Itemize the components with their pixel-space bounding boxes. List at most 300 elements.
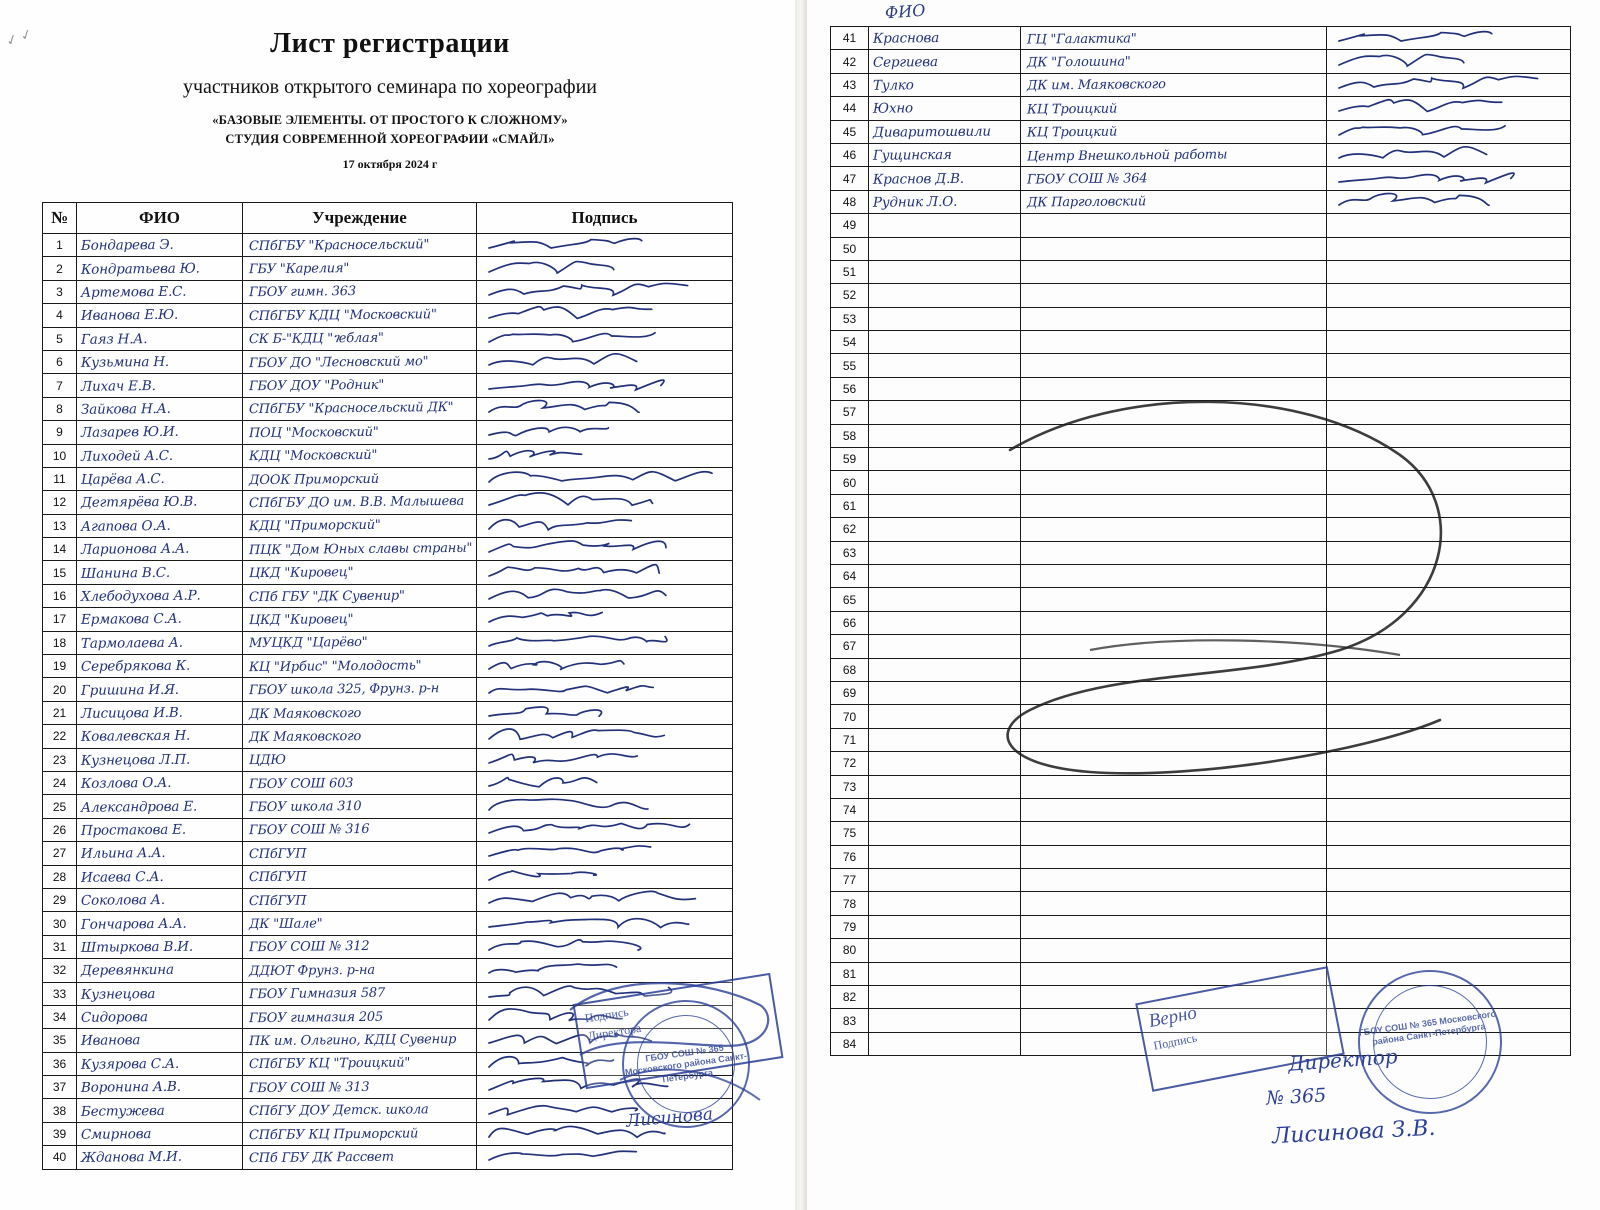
row-number-cell: 50 <box>831 237 869 260</box>
institution-handwriting: ЦДЮ <box>248 753 286 769</box>
row-number-cell: 38 <box>43 1099 77 1122</box>
table-row <box>831 752 1571 775</box>
table-row <box>831 307 1571 330</box>
row-institution-cell <box>243 327 477 350</box>
table-row <box>831 214 1571 237</box>
row-institution-cell <box>243 1099 477 1122</box>
row-institution-cell <box>243 608 477 631</box>
row-number-cell: 73 <box>831 775 869 798</box>
institution-handwriting <box>1021 645 1326 648</box>
institution-handwriting <box>1021 621 1326 624</box>
institution-handwriting <box>1021 949 1326 952</box>
signature-mark <box>477 235 732 255</box>
row-number-cell: 79 <box>831 915 869 938</box>
institution-handwriting: СПбГУП <box>248 893 307 909</box>
row-fio-cell <box>869 354 1021 377</box>
fio-handwriting: Диваритошвили <box>872 123 991 141</box>
fio-handwriting: Александрова Е. <box>80 798 198 816</box>
row-signature-cell <box>1327 143 1571 166</box>
table-row <box>831 869 1571 892</box>
row-number-cell: 22 <box>43 725 77 748</box>
row-signature-cell <box>1327 752 1571 775</box>
registration-table-right <box>830 26 1571 1056</box>
row-fio-cell <box>869 915 1021 938</box>
institution-handwriting <box>1021 317 1326 320</box>
signature-mark <box>1327 590 1570 610</box>
fio-handwriting <box>869 435 1020 437</box>
row-fio-cell <box>869 658 1021 681</box>
row-number-cell: 34 <box>43 1005 77 1028</box>
institution-handwriting <box>1021 387 1326 390</box>
institution-handwriting: ГБОУ СОШ № 364 <box>1026 171 1148 188</box>
fio-handwriting: Лиходей А.С. <box>80 447 174 465</box>
row-signature-cell <box>1327 869 1571 892</box>
fio-handwriting: Агапова О.А. <box>80 517 171 535</box>
fio-handwriting: Тулко <box>872 77 914 94</box>
row-institution-cell <box>1021 892 1327 915</box>
institution-handwriting <box>1021 434 1326 437</box>
institution-handwriting <box>1021 504 1326 507</box>
row-institution-cell <box>243 912 477 935</box>
institution-handwriting: ПК им. Ольгино, КДЦ Сувенир <box>248 1031 457 1050</box>
table-row <box>831 354 1571 377</box>
institution-handwriting: ГБОУ СОШ 603 <box>248 775 354 792</box>
row-fio-cell <box>869 237 1021 260</box>
row-institution-cell <box>243 1052 477 1075</box>
fio-handwriting <box>869 599 1020 601</box>
institution-handwriting: ГБОУ СОШ № 312 <box>248 939 370 956</box>
row-fio-cell <box>869 448 1021 471</box>
row-signature-cell <box>1327 564 1571 587</box>
row-number-cell: 29 <box>43 888 77 911</box>
signature-mark <box>477 469 732 489</box>
fio-handwriting <box>869 248 1020 250</box>
row-number-cell: 8 <box>43 397 77 420</box>
row-signature-cell <box>1327 424 1571 447</box>
row-institution-cell <box>243 280 477 303</box>
fio-handwriting: Краснов Д.В. <box>872 170 965 188</box>
signature-mark <box>1327 122 1570 142</box>
row-number-cell: 25 <box>43 795 77 818</box>
column-header-institution: Учреждение <box>243 203 477 234</box>
table-row <box>831 424 1571 447</box>
row-number-cell: 61 <box>831 494 869 517</box>
row-fio-cell <box>77 608 243 631</box>
row-number-cell: 6 <box>43 350 77 373</box>
row-fio-cell <box>77 304 243 327</box>
row-number-cell: 75 <box>831 822 869 845</box>
signature-mark <box>477 960 732 980</box>
table-row <box>43 655 733 678</box>
row-signature-cell <box>1327 237 1571 260</box>
row-signature-cell <box>1327 541 1571 564</box>
signature-mark <box>477 633 732 653</box>
row-institution-cell <box>243 725 477 748</box>
fio-handwriting <box>869 669 1020 671</box>
document-date: 17 октября 2024 г <box>342 156 438 171</box>
row-institution-cell <box>1021 798 1327 821</box>
fio-handwriting <box>869 552 1020 554</box>
signature-mark <box>1327 75 1570 95</box>
institution-handwriting: ЦКД "Кировец" <box>248 565 354 582</box>
fio-handwriting: Деревянкина <box>80 962 174 980</box>
row-fio-cell <box>77 1052 243 1075</box>
row-signature-cell <box>1327 97 1571 120</box>
row-number-cell: 49 <box>831 214 869 237</box>
institution-handwriting: СПбГБУ "Красносельский ДК" <box>248 400 454 418</box>
row-number-cell: 42 <box>831 50 869 73</box>
row-institution-cell <box>1021 494 1327 517</box>
row-number-cell: 5 <box>43 327 77 350</box>
fio-handwriting <box>869 295 1020 297</box>
row-signature-cell <box>1327 284 1571 307</box>
row-signature-cell <box>477 771 733 794</box>
row-number-cell: 4 <box>43 304 77 327</box>
row-institution-cell <box>243 514 477 537</box>
row-fio-cell <box>869 588 1021 611</box>
table-row <box>831 939 1571 962</box>
row-institution-cell <box>243 584 477 607</box>
row-fio-cell <box>77 959 243 982</box>
fio-handwriting: Кузьмина Н. <box>80 354 170 371</box>
institution-handwriting: Центр Внешкольной работы <box>1026 147 1228 165</box>
fio-handwriting <box>869 318 1020 320</box>
row-institution-cell <box>1021 728 1327 751</box>
row-signature-cell <box>1327 73 1571 96</box>
row-number-cell: 51 <box>831 260 869 283</box>
row-institution-cell <box>1021 518 1327 541</box>
row-signature-cell <box>1327 775 1571 798</box>
fio-handwriting: Исаева С.А. <box>80 868 164 886</box>
table-row <box>43 491 733 514</box>
signature-mark <box>477 539 732 559</box>
institution-handwriting <box>1021 668 1326 671</box>
table-row <box>831 892 1571 915</box>
institution-handwriting: КЦ Троицкий <box>1026 124 1118 141</box>
row-institution-cell <box>1021 401 1327 424</box>
row-institution-cell <box>243 842 477 865</box>
institution-handwriting: ГБОУ гимназия 205 <box>248 1009 384 1026</box>
table-row <box>43 771 733 794</box>
institution-handwriting <box>1021 575 1326 578</box>
row-signature-cell <box>1327 307 1571 330</box>
row-fio-cell <box>77 444 243 467</box>
row-number-cell: 17 <box>43 608 77 631</box>
left-stamp-line-1: Подпись <box>583 1004 630 1026</box>
row-fio-cell <box>77 467 243 490</box>
row-institution-cell <box>1021 471 1327 494</box>
institution-handwriting: ДК Маяковского <box>248 728 362 746</box>
row-fio-cell <box>869 494 1021 517</box>
fio-handwriting <box>869 388 1020 390</box>
table-row <box>43 304 733 327</box>
fio-handwriting <box>869 575 1020 577</box>
row-fio-cell <box>77 912 243 935</box>
institution-handwriting <box>1021 598 1326 601</box>
fio-handwriting <box>869 622 1020 624</box>
signature-mark <box>1327 192 1570 212</box>
row-fio-cell <box>77 725 243 748</box>
table-row <box>43 701 733 724</box>
fio-handwriting: Гаяз Н.А. <box>80 330 148 348</box>
fio-handwriting: Тармолаева А. <box>80 634 183 652</box>
fio-handwriting <box>869 1043 1020 1045</box>
table-row <box>43 350 733 373</box>
table-row <box>43 374 733 397</box>
institution-handwriting <box>1021 738 1326 741</box>
fio-handwriting <box>869 786 1020 788</box>
table-row <box>831 284 1571 307</box>
institution-handwriting: ПЦК "Дом Юных славы страны" <box>248 540 473 558</box>
table-row <box>43 888 733 911</box>
left-stamp-line-2: Директора <box>586 1020 643 1044</box>
row-signature-cell <box>477 631 733 654</box>
fio-handwriting <box>869 458 1020 460</box>
left-round-seal-text: ГБОУ СОШ № 365 Московского района Санкт-Петербурга <box>624 1042 748 1084</box>
row-fio-cell <box>869 822 1021 845</box>
fio-handwriting <box>869 1020 1020 1022</box>
fio-handwriting: Юхно <box>872 100 914 118</box>
fio-handwriting: Краснова <box>872 30 940 47</box>
row-signature-cell <box>477 935 733 958</box>
row-number-cell: 15 <box>43 561 77 584</box>
row-institution-cell <box>1021 73 1327 96</box>
row-fio-cell <box>869 167 1021 190</box>
table-row <box>831 331 1571 354</box>
row-institution-cell <box>1021 541 1327 564</box>
row-institution-cell <box>1021 120 1327 143</box>
row-fio-cell <box>77 374 243 397</box>
row-fio-cell <box>77 280 243 303</box>
fio-handwriting: Штыркова В.И. <box>80 938 193 956</box>
fio-handwriting: Зайкова Н.А. <box>80 400 171 418</box>
table-row <box>831 471 1571 494</box>
fio-handwriting: Артемова Е.С. <box>80 283 187 301</box>
row-fio-cell <box>869 1032 1021 1055</box>
row-institution-cell <box>1021 845 1327 868</box>
row-fio-cell <box>869 284 1021 307</box>
institution-handwriting <box>1021 481 1326 484</box>
table-row <box>831 494 1571 517</box>
row-signature-cell <box>1327 214 1571 237</box>
fio-handwriting: Бондарева Э. <box>80 237 174 255</box>
fio-handwriting <box>869 716 1020 718</box>
signature-mark <box>1327 285 1570 305</box>
row-number-cell: 69 <box>831 681 869 704</box>
row-fio-cell <box>77 584 243 607</box>
table-row <box>831 401 1571 424</box>
row-fio-cell <box>869 541 1021 564</box>
row-fio-cell <box>77 397 243 420</box>
institution-handwriting <box>1021 925 1326 928</box>
signature-mark <box>477 422 732 442</box>
row-number-cell: 78 <box>831 892 869 915</box>
signature-mark <box>477 937 732 957</box>
signature-mark <box>477 843 732 863</box>
row-institution-cell <box>1021 611 1327 634</box>
row-signature-cell <box>477 350 733 373</box>
signature-mark <box>1327 145 1570 165</box>
row-fio-cell <box>77 678 243 701</box>
row-institution-cell <box>243 491 477 514</box>
fio-handwriting <box>869 879 1020 881</box>
institution-handwriting: ГБОУ ДОУ "Родник" <box>248 377 385 395</box>
row-number-cell: 32 <box>43 959 77 982</box>
row-institution-cell <box>243 1005 477 1028</box>
row-fio-cell <box>77 888 243 911</box>
signature-mark <box>1327 356 1570 376</box>
signature-mark <box>477 797 732 817</box>
table-row <box>831 728 1571 751</box>
row-institution-cell <box>1021 143 1327 166</box>
institution-handwriting <box>1021 247 1326 250</box>
fio-handwriting <box>869 856 1020 858</box>
row-number-cell: 33 <box>43 982 77 1005</box>
row-signature-cell <box>477 584 733 607</box>
row-institution-cell <box>1021 705 1327 728</box>
row-number-cell: 14 <box>43 538 77 561</box>
fio-handwriting: Ермакова С.А. <box>80 611 182 629</box>
row-number-cell: 37 <box>43 1076 77 1099</box>
row-number-cell: 12 <box>43 491 77 514</box>
row-signature-cell <box>1327 705 1571 728</box>
institution-handwriting: КЦ "Ирбис" "Молодость" <box>248 658 422 675</box>
table-row <box>43 935 733 958</box>
fio-handwriting <box>869 271 1020 273</box>
row-number-cell: 28 <box>43 865 77 888</box>
row-institution-cell <box>1021 915 1327 938</box>
row-number-cell: 18 <box>43 631 77 654</box>
row-signature-cell <box>477 444 733 467</box>
row-institution-cell <box>243 234 477 257</box>
signature-mark <box>477 399 732 419</box>
document-header <box>40 28 740 172</box>
row-institution-cell <box>243 1029 477 1052</box>
row-signature-cell <box>477 421 733 444</box>
fio-handwriting: Гущинская <box>872 147 952 164</box>
table-row <box>831 635 1571 658</box>
table-row <box>831 658 1571 681</box>
row-signature-cell <box>477 327 733 350</box>
fio-handwriting <box>869 950 1020 952</box>
institution-handwriting: СПбГУП <box>248 869 307 886</box>
fio-handwriting: Хлебодухова А.Р. <box>80 587 201 605</box>
institution-handwriting: ЦКД "Кировец" <box>248 612 354 629</box>
row-institution-cell <box>1021 658 1327 681</box>
row-fio-cell <box>869 143 1021 166</box>
institution-handwriting: ДООК Приморский <box>248 471 379 488</box>
fio-handwriting <box>869 482 1020 484</box>
signature-mark <box>477 376 732 396</box>
right-stamp-line-2: Подпись <box>1152 1030 1199 1053</box>
row-signature-cell <box>477 608 733 631</box>
fio-handwriting: Козлова О.А. <box>80 775 172 792</box>
document-subtitle: участников открытого семинара по хореографии <box>183 76 597 98</box>
row-number-cell: 2 <box>43 257 77 280</box>
fio-handwriting: Лихач Е.В. <box>80 377 156 395</box>
row-signature-cell <box>1327 260 1571 283</box>
signature-mark <box>477 1147 732 1167</box>
row-number-cell: 82 <box>831 986 869 1009</box>
row-number-cell: 26 <box>43 818 77 841</box>
row-institution-cell <box>1021 564 1327 587</box>
right-round-seal-text: ГБОУ СОШ № 365 Московского района Санкт-Петербурга <box>1358 1008 1497 1048</box>
signature-mark <box>477 703 732 723</box>
fio-handwriting: Рудник Л.О. <box>872 193 958 211</box>
right-signature-name: Лисинова З.В. <box>1271 1115 1437 1150</box>
row-signature-cell <box>1327 167 1571 190</box>
table-row <box>831 167 1571 190</box>
row-number-cell: 84 <box>831 1032 869 1055</box>
row-institution-cell <box>243 865 477 888</box>
signature-mark <box>1327 402 1570 422</box>
fio-handwriting <box>869 996 1020 998</box>
table-row <box>43 467 733 490</box>
fio-handwriting: Лазарев Ю.И. <box>80 424 179 442</box>
table-row <box>43 584 733 607</box>
fio-handwriting: Смирнова <box>80 1126 152 1143</box>
table-row <box>831 588 1571 611</box>
row-fio-cell <box>869 939 1021 962</box>
row-signature-cell <box>477 678 733 701</box>
table-row <box>43 748 733 771</box>
row-signature-cell <box>477 748 733 771</box>
row-fio-cell <box>869 705 1021 728</box>
fio-handwriting: Простакова Е. <box>80 821 186 839</box>
signature-mark <box>1327 823 1570 843</box>
fio-handwriting: Дегтярёва Ю.В. <box>80 494 198 512</box>
column-header-fio: ФИО <box>77 203 243 234</box>
row-signature-cell <box>1327 190 1571 213</box>
table-row <box>831 611 1571 634</box>
row-fio-cell <box>869 845 1021 868</box>
row-number-cell: 65 <box>831 588 869 611</box>
row-institution-cell <box>1021 167 1327 190</box>
row-fio-cell <box>869 869 1021 892</box>
row-number-cell: 60 <box>831 471 869 494</box>
signature-mark <box>1327 683 1570 703</box>
row-signature-cell <box>1327 448 1571 471</box>
row-number-cell: 41 <box>831 27 869 50</box>
row-fio-cell <box>869 50 1021 73</box>
institution-handwriting: КДЦ "Московский" <box>248 448 378 465</box>
row-signature-cell <box>1327 354 1571 377</box>
row-fio-cell <box>77 1005 243 1028</box>
signature-mark <box>477 867 732 887</box>
fio-handwriting <box>869 529 1020 531</box>
row-fio-cell <box>869 190 1021 213</box>
signature-mark <box>1327 262 1570 282</box>
signature-mark <box>477 656 732 676</box>
signature-mark <box>1327 870 1570 890</box>
table-row <box>831 705 1571 728</box>
fio-handwriting <box>869 225 1020 227</box>
row-number-cell: 47 <box>831 167 869 190</box>
row-fio-cell <box>869 73 1021 96</box>
signature-mark <box>1327 379 1570 399</box>
row-signature-cell <box>477 959 733 982</box>
institution-handwriting: ГБОУ Гимназия 587 <box>248 985 386 1003</box>
row-number-cell: 31 <box>43 935 77 958</box>
row-number-cell: 9 <box>43 421 77 444</box>
institution-handwriting: СПбГБУ КЦ "Троицкий" <box>248 1055 411 1073</box>
row-number-cell: 55 <box>831 354 869 377</box>
signature-mark <box>1327 52 1570 72</box>
row-institution-cell <box>1021 190 1327 213</box>
row-number-cell: 44 <box>831 97 869 120</box>
signature-mark <box>1327 660 1570 680</box>
fio-handwriting: Воронина А.В. <box>80 1079 181 1097</box>
